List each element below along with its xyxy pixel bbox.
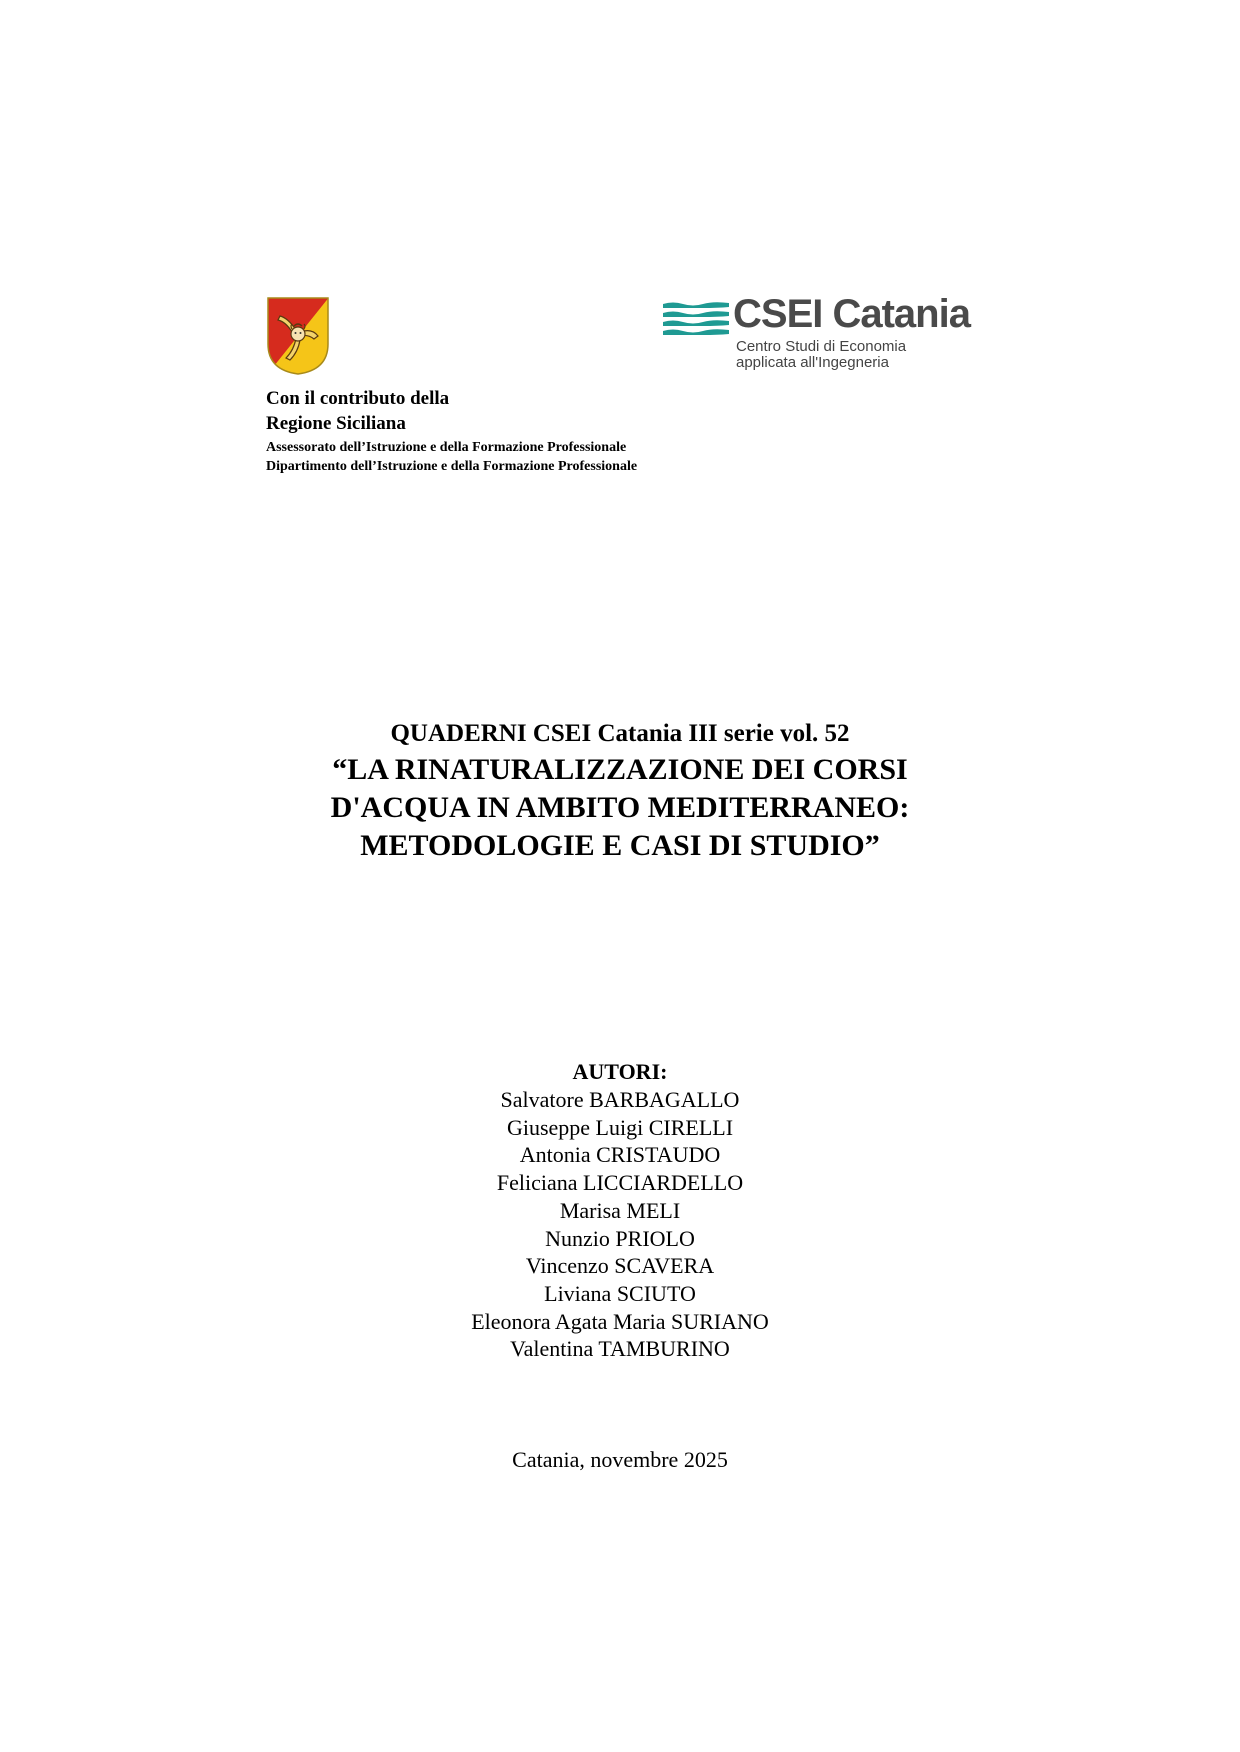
csei-logo-name: CSEI Catania (733, 292, 970, 336)
main-title-line: METODOLOGIE E CASI DI STUDIO” (360, 829, 880, 862)
authors-heading: AUTORI: (572, 1059, 668, 1084)
author-name: Giuseppe Luigi CIRELLI (506, 1114, 734, 1140)
author-name: Liviana SCIUTO (544, 1280, 696, 1306)
contribution-assessorato: Assessorato dell’Istruzione e della Formazione Professionale (266, 440, 627, 455)
series-title: QUADERNI CSEI Catania III serie vol. 52 (390, 720, 850, 747)
title-block (0, 717, 1240, 865)
author-name: Marisa MELI (559, 1197, 681, 1223)
place-date: Catania, novembre 2025 (512, 1447, 728, 1472)
author-name: Vincenzo SCAVERA (525, 1253, 715, 1279)
csei-logo-subtitle-line2: applicata all'Ingegneria (736, 354, 889, 371)
contribution-region: Regione Siciliana (266, 413, 406, 434)
csei-waves-icon (663, 301, 729, 337)
contribution-block (266, 386, 866, 476)
main-title-line: “LA RINATURALIZZAZIONE DEI CORSI (332, 753, 908, 786)
author-name: Salvatore BARBAGALLO (500, 1087, 740, 1112)
author-name: Feliciana LICCIARDELLO (496, 1170, 744, 1196)
contribution-dipartimento: Dipartimento dell’Istruzione e della Formazione Professionale (266, 459, 638, 474)
author-name: Valentina TAMBURINO (510, 1336, 730, 1362)
contribution-line: Con il contributo della (266, 388, 450, 409)
main-title-line: D'ACQUA IN AMBITO MEDITERRANEO: (330, 791, 910, 824)
author-name: Eleonora Agata Maria SURIANO (471, 1308, 769, 1334)
authors-block (0, 1058, 1240, 1363)
csei-logo-subtitle-line1: Centro Studi di Economia (736, 338, 907, 355)
author-name: Nunzio PRIOLO (545, 1225, 695, 1251)
regione-siciliana-logo (266, 296, 330, 376)
csei-catania-logo (663, 292, 983, 376)
author-name: Antonia CRISTAUDO (519, 1142, 721, 1168)
